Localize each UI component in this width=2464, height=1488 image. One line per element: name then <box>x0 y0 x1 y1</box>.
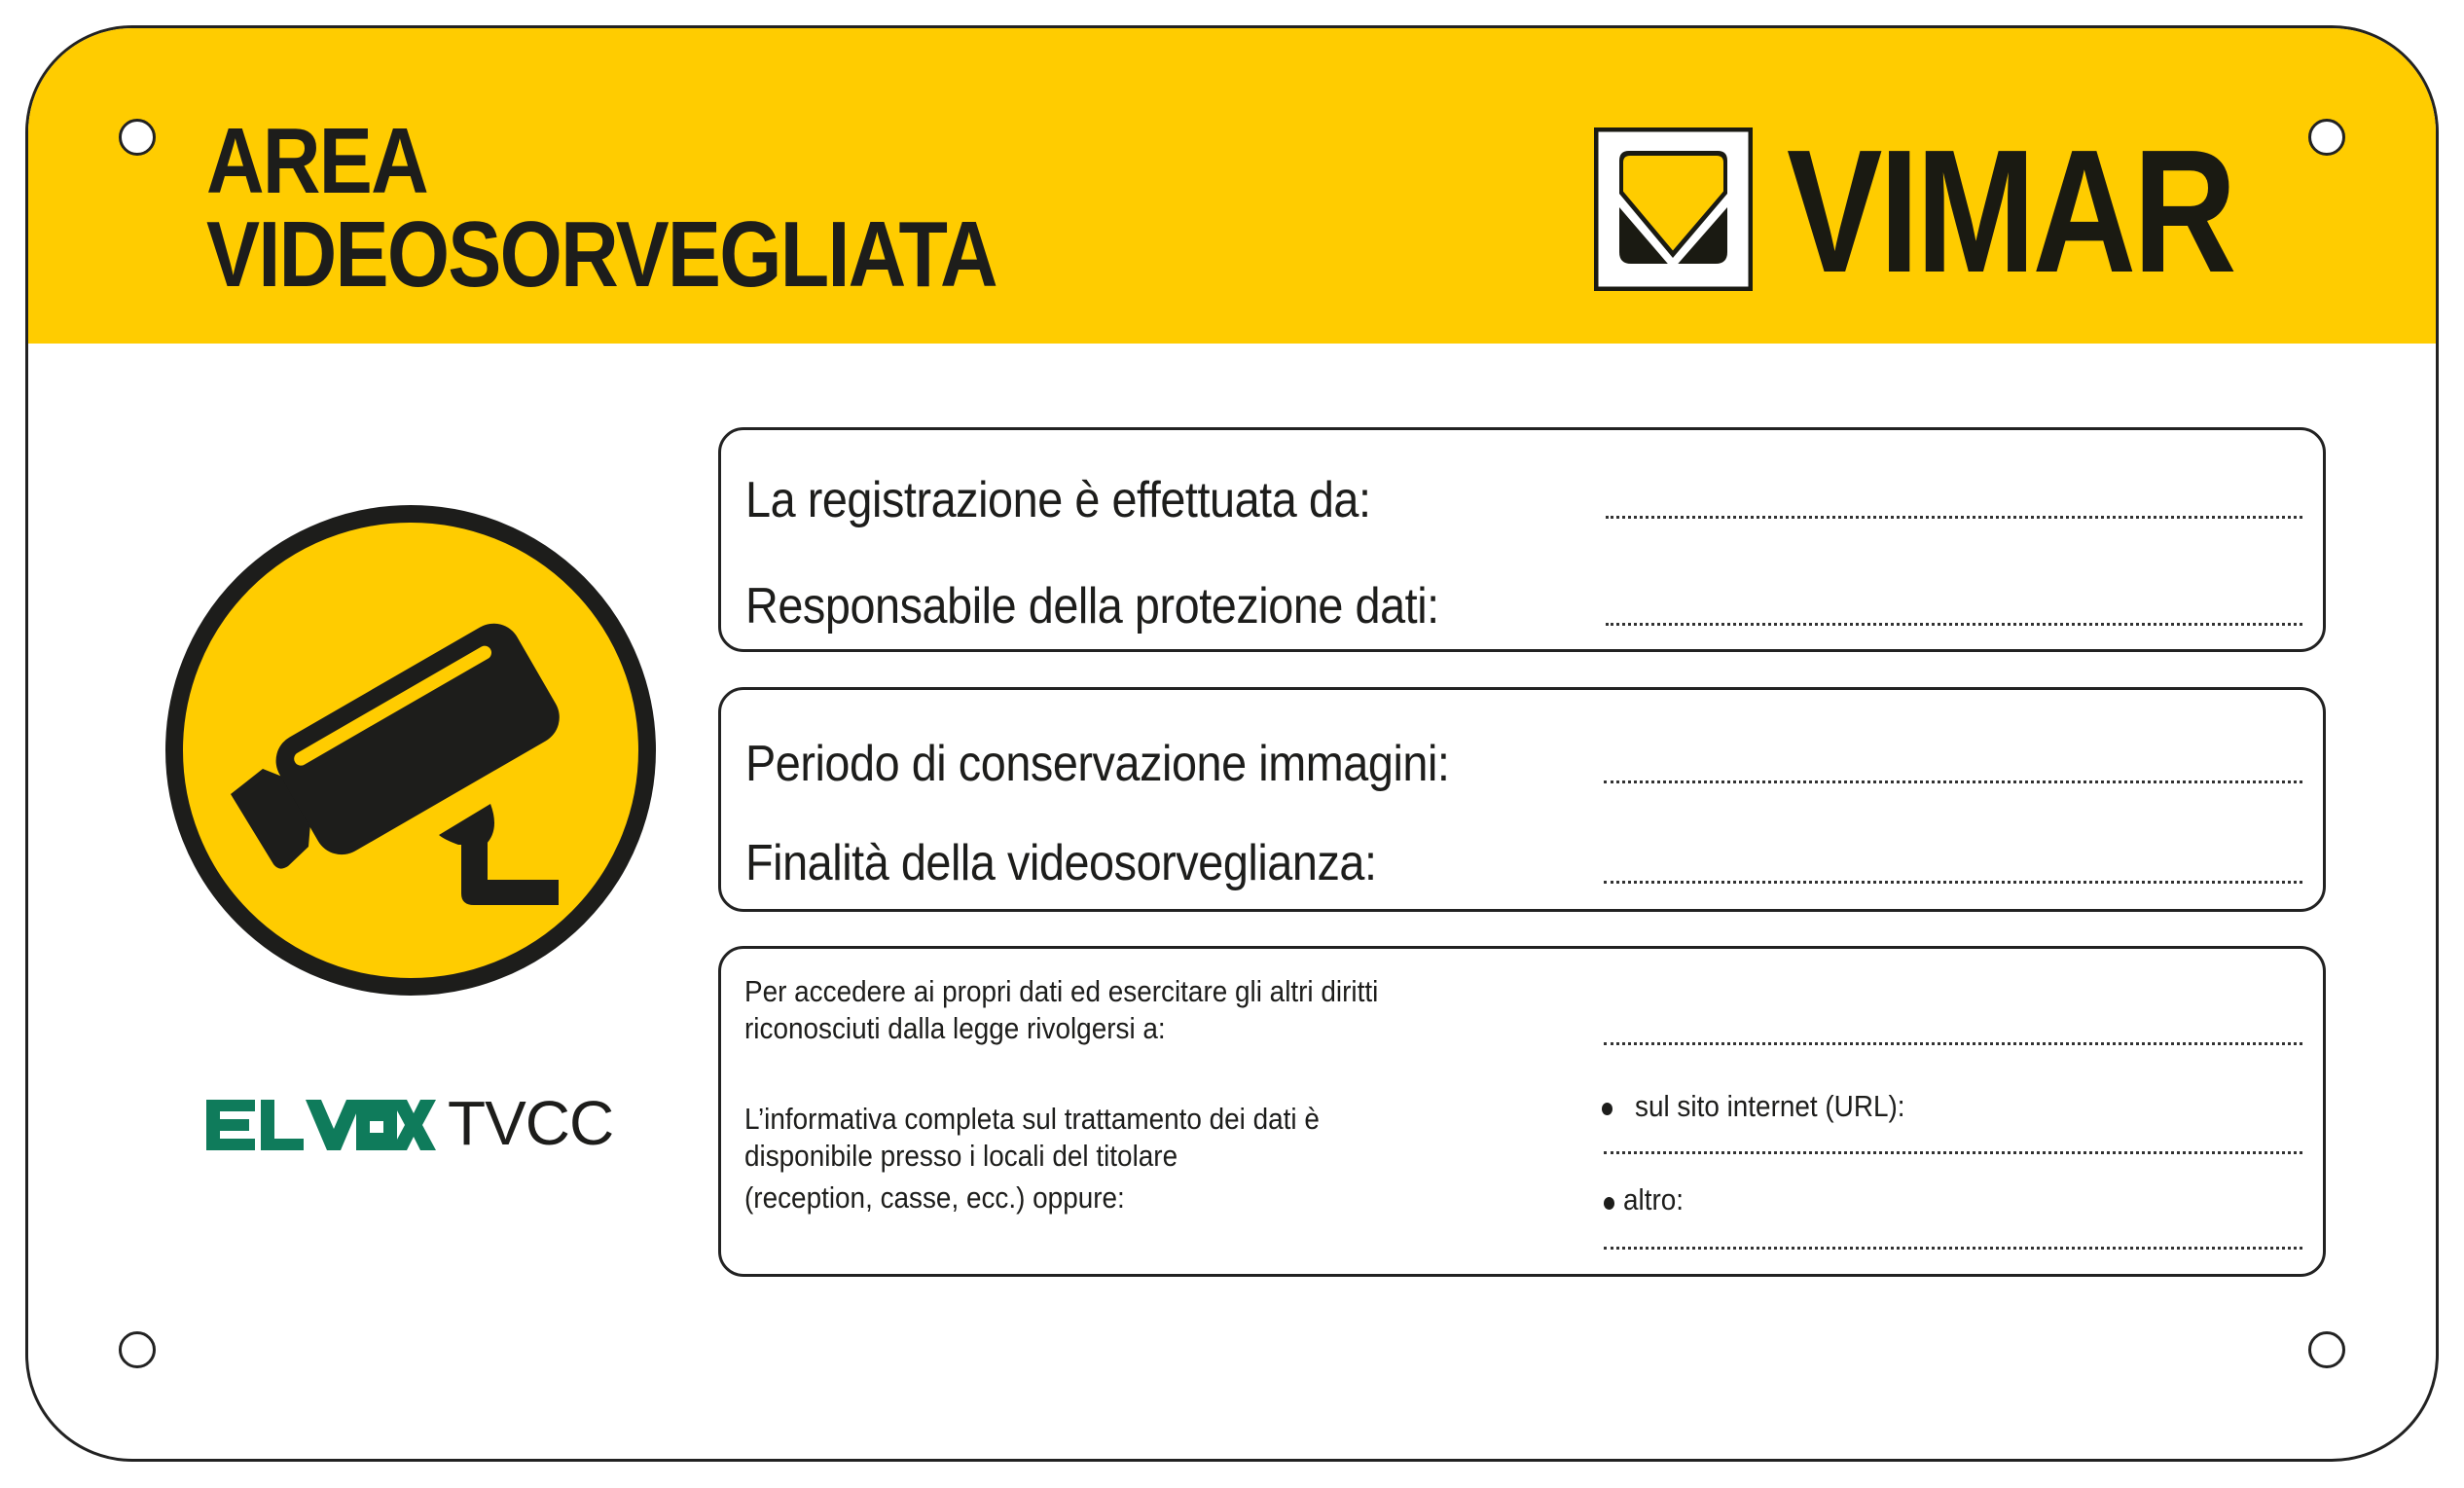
recording-by-field[interactable] <box>1606 516 2302 519</box>
other-label: altro: <box>1623 1182 1685 1216</box>
elvox-logo <box>206 1100 436 1150</box>
title-line-1: AREA <box>206 109 428 213</box>
website-url-field[interactable] <box>1604 1151 2302 1154</box>
mounting-hole-top-left <box>119 119 156 156</box>
privacy-notice-text-line1: L’informativa completa sul trattamento dei dati è <box>744 1102 1320 1136</box>
data-protection-officer-field[interactable] <box>1606 623 2302 626</box>
retention-period-label: Periodo di conservazione immagini: <box>745 736 1450 792</box>
recording-by-label: La registrazione è effettuata da: <box>745 472 1371 528</box>
rights-access-text-line1: Per accedere ai propri dati ed esercitare gli altri diritti <box>744 974 1379 1008</box>
retention-period-field[interactable] <box>1604 780 2302 783</box>
tvcc-label: TVCC <box>448 1088 614 1158</box>
vimar-emblem-icon <box>1594 127 1753 291</box>
bullet-icon <box>1602 1103 1612 1115</box>
data-protection-officer-label: Responsabile della protezione dati: <box>745 578 1439 635</box>
surveillance-purpose-label: Finalità della videosorveglianza: <box>745 835 1377 891</box>
mounting-hole-bottom-left <box>119 1331 156 1368</box>
other-field[interactable] <box>1604 1247 2302 1250</box>
website-url-label: sul sito internet (URL): <box>1635 1089 1905 1123</box>
rights-access-text-line2: riconosciuti dalla legge rivolgersi a: <box>744 1011 1166 1045</box>
title-line-2: VIDEOSORVEGLIATA <box>206 202 996 307</box>
mounting-hole-bottom-right <box>2308 1331 2345 1368</box>
cctv-camera-icon <box>164 504 657 997</box>
mounting-hole-top-right <box>2308 119 2345 156</box>
privacy-notice-text-line2: disponibile presso i locali del titolare <box>744 1139 1178 1173</box>
bullet-icon <box>1604 1197 1614 1210</box>
rights-contact-field[interactable] <box>1604 1042 2302 1045</box>
surveillance-purpose-field[interactable] <box>1604 881 2302 884</box>
privacy-notice-text-line3: (reception, casse, ecc.) oppure: <box>744 1180 1125 1215</box>
vimar-logo-text: VIMAR <box>1787 114 2234 309</box>
